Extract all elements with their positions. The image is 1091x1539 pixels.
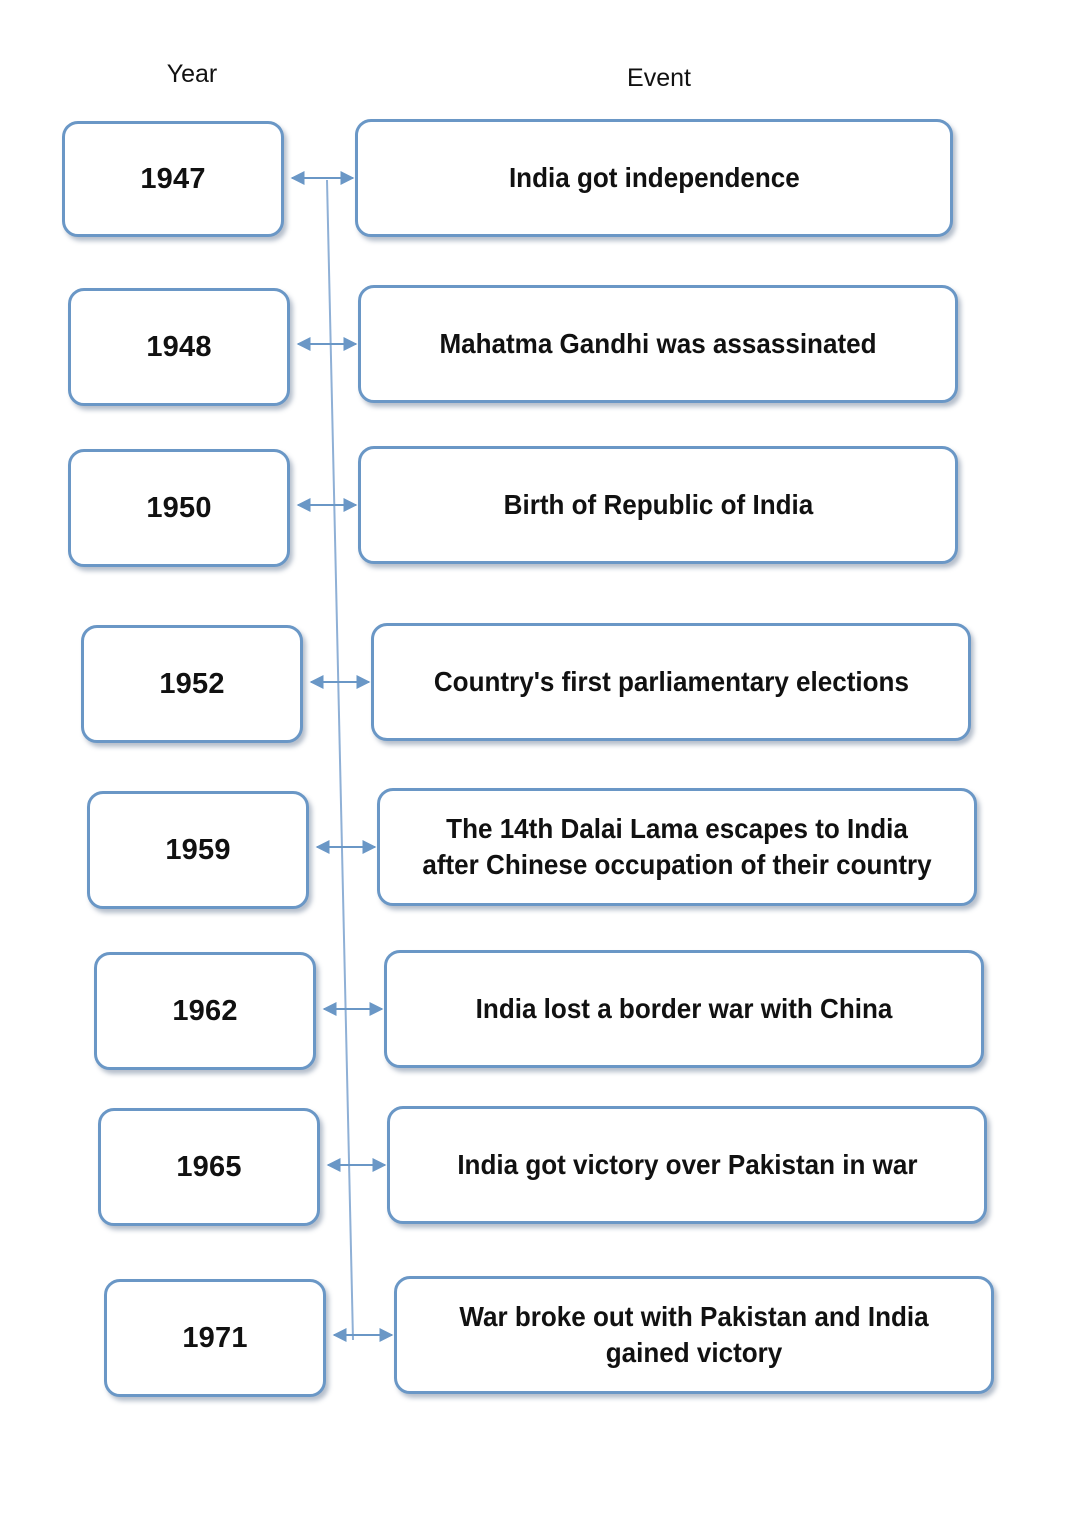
event-label: India got independence [508,162,800,193]
event-box-first-elections [371,623,971,741]
year-box-1950 [68,449,290,567]
event-box-dalai-lama [377,788,977,906]
event-box-republic [358,446,958,564]
event-label: India lost a border war with China [475,993,893,1024]
event-box-gandhi-assassinated [358,285,958,403]
year-label: 1965 [176,1150,242,1183]
year-label: 1971 [182,1321,248,1354]
year-label: 1948 [146,330,212,363]
event-label: Birth of Republic of India [503,489,813,520]
year-box-1947 [62,121,284,237]
event-box-independence [355,119,953,237]
event-label: Country's first parliamentary elections [433,666,909,697]
event-label: Mahatma Gandhi was assassinated [439,328,877,359]
event-column-header: Event [627,64,691,92]
year-label: 1959 [165,833,231,866]
year-label: 1952 [159,667,225,700]
year-box-1965 [98,1108,320,1226]
event-box-pakistan-victory-1965 [387,1106,987,1224]
event-label: The 14th Dalai Lama escapes to India after Chinese occupation of their country [422,813,932,880]
year-box-1959 [87,791,309,909]
year-box-1952 [81,625,303,743]
year-column-header: Year [166,60,218,88]
event-box-china-war [384,950,984,1068]
year-box-1948 [68,288,290,406]
event-label: India got victory over Pakistan in war [456,1149,918,1180]
year-box-1971 [104,1279,326,1397]
year-label: 1950 [146,491,212,524]
year-box-1962 [94,952,316,1070]
event-box-pakistan-war-1971 [394,1276,994,1394]
event-label: War broke out with Pakistan and India gained victory [459,1301,929,1368]
year-label: 1947 [140,162,206,195]
year-label: 1962 [172,994,238,1027]
